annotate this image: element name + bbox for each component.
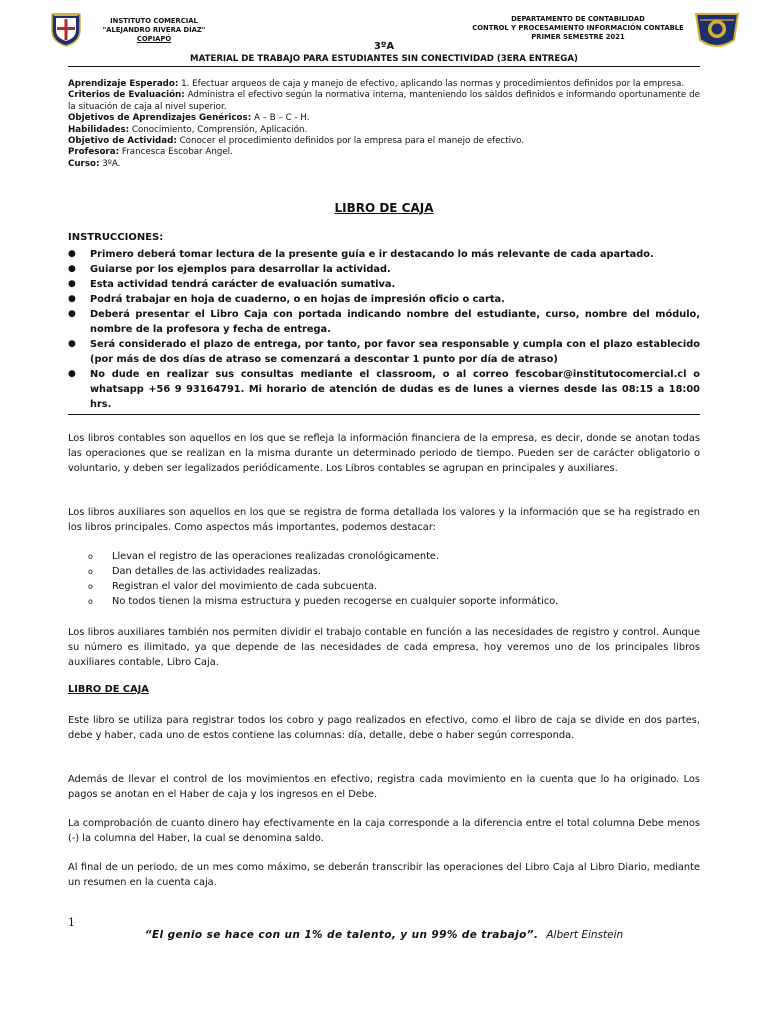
- instruction-item: ● Esta actividad tendrá carácter de evaluación sumativa.: [68, 279, 396, 290]
- school-name-block: [84, 17, 224, 44]
- auxiliary-points-list: [88, 549, 688, 609]
- auxiliary-point: o Dan detalles de las actividades realizadas.: [88, 566, 321, 577]
- info-line-teacher: Profesora: Francesca Escobar Angel.: [68, 147, 233, 158]
- module-name: CONTROL Y PROCESAMIENTO INFORMACIÓN CONTABLE: [472, 24, 684, 32]
- instruction-item: ● No dude en realizar sus consultas mediante el classroom, o al correo fescobar@institutocomercial.cl o whatsapp +56 9 93164791. Mi horario de atención de dudas es de lunes a viernes desde las 08:15 a 18:00 hrs.: [68, 369, 700, 410]
- instruction-item: ● Será considerado el plazo de entrega, por tanto, por favor sea responsable y cumpla con el plazo establecido (por más de dos días de atraso se comenzará a descontar 1 punto por día de atraso): [68, 339, 700, 365]
- paragraph-period-end: Al final de un periodo, de un mes como máximo, se deberán transcribir las operaciones del Libro Caja al Libro Diario, mediante un resumen en la cuenta caja.: [68, 862, 700, 888]
- quote-text: “El genio se hace con un 1% de talento, y un 99% de trabajo”.: [144, 929, 539, 941]
- paragraph-auxiliary-books: Los libros auxiliares son aquellos en los que se registra de forma detallada los valores y la información que se ha registrado en los libros principales. Como aspectos más importantes, podemos destacar:: [68, 507, 700, 533]
- section-heading-libro-caja: LIBRO DE CAJA: [68, 684, 149, 695]
- paragraph-balance: La comprobación de cuanto dinero hay efectivamente en la caja corresponde a la diferencia entre el total columna Debe menos (-) la columna del Haber, la cual se denomina saldo.: [68, 818, 700, 844]
- auxiliary-point: o No todos tienen la misma estructura y pueden recogerse en cualquier soporte informático.: [88, 596, 559, 607]
- department-name: DEPARTAMENTO DE CONTABILIDAD: [511, 15, 645, 23]
- instructions-list: [68, 247, 700, 412]
- instruction-item: ● Guiarse por los ejemplos para desarrollar la actividad.: [68, 264, 391, 275]
- auxiliary-point: o Llevan el registro de las operaciones realizadas cronológicamente.: [88, 551, 440, 562]
- school-name-quoted: "ALEJANDRO RIVERA DÍAZ": [102, 26, 206, 34]
- instructions-divider: [68, 414, 700, 415]
- info-line-evaluation-criteria: Criterios de Evaluación: Administra el efectivo según la normativa interna, manteniendo los saldos definidos e informando oportunamente de la situación de caja al nivel superior.: [68, 90, 700, 112]
- document-subtitle: MATERIAL DE TRABAJO PARA ESTUDIANTES SIN CONECTIVIDAD (3ERA ENTREGA): [190, 54, 578, 64]
- info-line-course: Curso: 3ºA.: [68, 158, 121, 169]
- instruction-item: ● Podrá trabajar en hoja de cuaderno, o en hojas de impresión oficio o carta.: [68, 294, 505, 305]
- paragraph-auxiliary-division: Los libros auxiliares también nos permiten dividir el trabajo contable en función a las necesidades de registro y control. Aunque su número es ilimitado, ya que depende de las necesidades de cada empresa, hoy veremos uno de los principales libros auxiliares contable, Libro Caja.: [68, 627, 700, 668]
- semester: PRIMER SEMESTRE 2021: [531, 33, 625, 41]
- instructions-heading: INSTRUCCIONES:: [68, 232, 164, 243]
- auxiliary-point: o Registran el valor del movimiento de cada subcuenta.: [88, 581, 378, 592]
- school-city: COPIAPÓ: [136, 35, 172, 43]
- paragraph-libro-caja-use: Este libro se utiliza para registrar todos los cobro y pago realizados en efectivo, como el libro de caja se divide en dos partes, debe y haber, cada uno de estos contiene las columnas: día, detalle, debe o haber según corresponda.: [68, 715, 700, 741]
- info-line-activity-objective: Objetivo de Actividad: Conocer el procedimiento definidos por la empresa para el manejo de efectivo.: [68, 136, 525, 147]
- info-line-skills: Habilidades: Conocimiento, Comprensión, Aplicación.: [68, 124, 308, 135]
- paragraph-cash-control: Además de llevar el control de los movimientos en efectivo, registra cada movimiento en la cuenta que lo ha originado. Los pagos se anotan en el Haber de caja y los ingresos en el Debe.: [68, 774, 700, 800]
- footer-quote: [0, 929, 768, 941]
- quote-author: Albert Einstein: [546, 929, 624, 941]
- info-line-expected-learning: Aprendizaje Esperado: 1. Efectuar arqueos de caja y manejo de efectivo, aplicando las normas y procedimientos definidos por la empresa.: [68, 79, 685, 89]
- header-divider: [68, 66, 700, 67]
- school-name: INSTITUTO COMERCIAL: [110, 17, 198, 25]
- grade-label: 3ºA: [373, 41, 395, 52]
- department-block: [470, 15, 686, 42]
- document-title: LIBRO DE CAJA: [334, 201, 434, 215]
- info-line-generic-objectives: Objetivos de Aprendizajes Genéricos: A – B – C - H.: [68, 113, 310, 124]
- page-number: 1: [68, 916, 75, 929]
- instruction-item: ● Deberá presentar el Libro Caja con portada indicando nombre del estudiante, curso, nombre del módulo, nombre de la profesora y fecha de entrega.: [68, 309, 700, 335]
- info-block: [68, 79, 700, 170]
- paragraph-accounting-books: Los libros contables son aquellos en los que se refleja la información financiera de la empresa, es decir, donde se anotan todas las operaciones que se realizan en la misma durante un determinado periodo de tiempo. Pueden ser de carácter obligatorio o voluntario, y deben ser legalizados periódicamente. Los Libros contables se agrupan en principales y auxiliares.: [68, 433, 700, 474]
- instruction-item: ● Primero deberá tomar lectura de la presente guía e ir destacando lo más relevante de cada apartado.: [68, 249, 654, 260]
